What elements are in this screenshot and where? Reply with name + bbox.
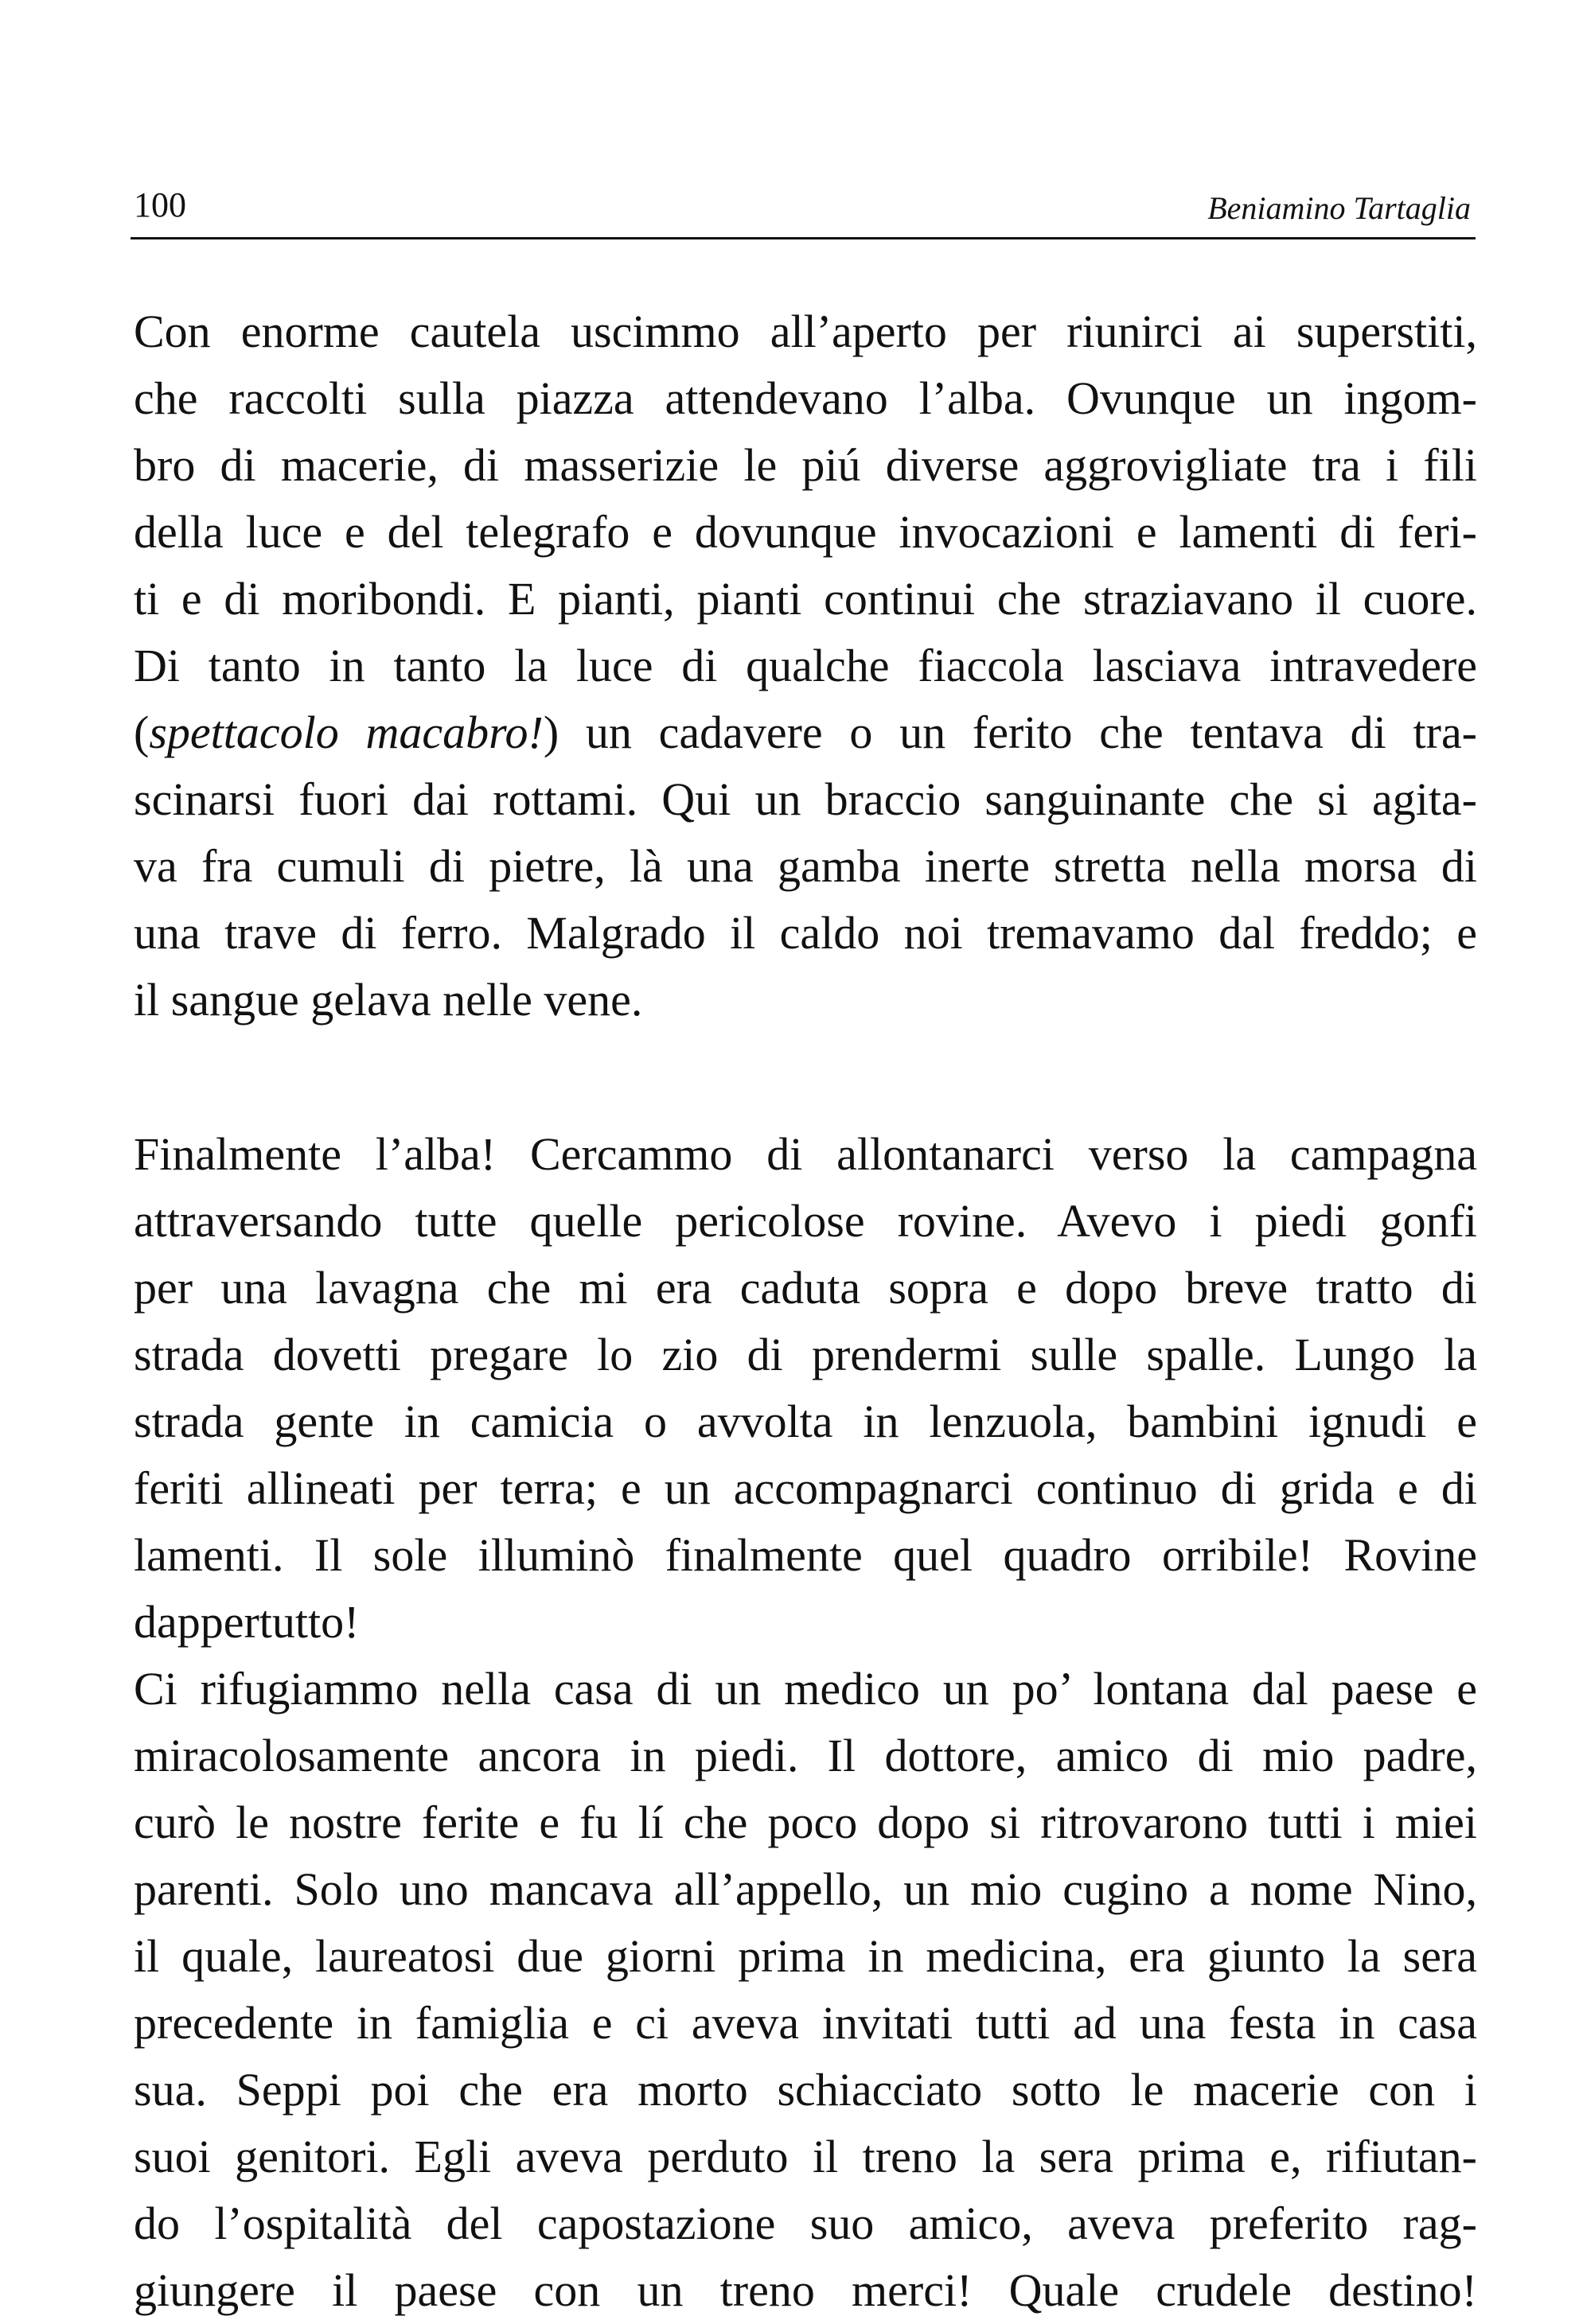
text-run: ) un cadavere o un ferito che tentava di tra- xyxy=(543,707,1477,758)
text-line: per una lavagna che mi era caduta sopra e dopo breve tratto di xyxy=(134,1262,1477,1314)
text-line: sua. Seppi poi che era morto schiacciato sotto le macerie con i xyxy=(134,2064,1477,2116)
text-line: precedente in famiglia e ci aveva invitati tutti ad una festa in casa xyxy=(134,1997,1477,2049)
text-line: curò le nostre ferite e fu lí che poco dopo si ritrovarono tutti i miei xyxy=(134,1797,1477,1848)
text-line: una trave di ferro. Malgrado il caldo noi tremavamo dal freddo; e xyxy=(134,907,1477,959)
text-line: che raccolti sulla piazza attendevano l’alba. Ovunque un ingom- xyxy=(134,372,1477,424)
body-text xyxy=(134,298,1477,2324)
text-line: giungere il paese con un treno merci! Quale crudele destino! xyxy=(134,2264,1477,2316)
text-line: va fra cumuli di pietre, là una gamba inerte stretta nella morsa di xyxy=(134,840,1477,892)
text-line: Finalmente l’alba! Cercammo di allontanarci verso la campagna xyxy=(134,1128,1477,1180)
text-line: feriti allineati per terra; e un accompagnarci continuo di grida e di xyxy=(134,1462,1477,1514)
text-line: dappertutto! xyxy=(134,1596,360,1648)
text-line: parenti. Solo uno mancava all’appello, un mio cugino a nome Nino, xyxy=(134,1863,1477,1915)
text-line: scinarsi fuori dai rottami. Qui un braccio sanguinante che si agita- xyxy=(134,773,1477,825)
page-number: 100 xyxy=(134,185,186,224)
italic-run: spettacolo macabro! xyxy=(149,707,544,758)
text-line: strada dovetti pregare lo zio di prendermi sulle spalle. Lungo la xyxy=(134,1329,1477,1380)
text-line: attraversando tutte quelle pericolose rovine. Avevo i piedi gonfi xyxy=(134,1195,1477,1247)
text-line: Con enorme cautela uscimmo all’aperto per riunirci ai superstiti, xyxy=(134,306,1477,357)
text-line: do l’ospitalità del capostazione suo amico, aveva preferito rag- xyxy=(134,2197,1477,2249)
text-line: della luce e del telegrafo e dovunque invocazioni e lamenti di feri- xyxy=(134,506,1477,558)
paragraph xyxy=(134,298,1477,1034)
text-run: ( xyxy=(134,707,150,758)
text-line: miracolosamente ancora in piedi. Il dottore, amico di mio padre, xyxy=(134,1730,1477,1781)
text-line: suoi genitori. Egli aveva perduto il treno la sera prima e, rifiutan- xyxy=(134,2131,1477,2182)
text-line: Ci rifugiammo nella casa di un medico un po’ lontana dal paese e xyxy=(134,1663,1477,1715)
paragraph-gap xyxy=(134,1034,1477,1121)
text-line: ti e di moribondi. E pianti, pianti continui che straziavano il cuore. xyxy=(134,573,1477,625)
text-line: Di tanto in tanto la luce di qualche fiaccola lasciava intravedere xyxy=(134,640,1477,691)
text-line: lamenti. Il sole illuminò finalmente quel quadro orribile! Rovine xyxy=(134,1529,1477,1581)
text-line: il quale, laureatosi due giorni prima in medicina, era giunto la sera xyxy=(134,1930,1477,1982)
text-line xyxy=(134,699,1477,766)
text-line: il sangue gelava nelle vene. xyxy=(134,974,643,1026)
running-head xyxy=(131,181,1476,239)
text-line: bro di macerie, di masserizie le piú diverse aggrovigliate tra i fili xyxy=(134,439,1477,491)
paragraph xyxy=(134,1121,1477,2324)
text-line: strada gente in camicia o avvolta in lenzuola, bambini ignudi e xyxy=(134,1396,1477,1447)
running-head-author: Beniamino Tartaglia xyxy=(1207,190,1471,226)
